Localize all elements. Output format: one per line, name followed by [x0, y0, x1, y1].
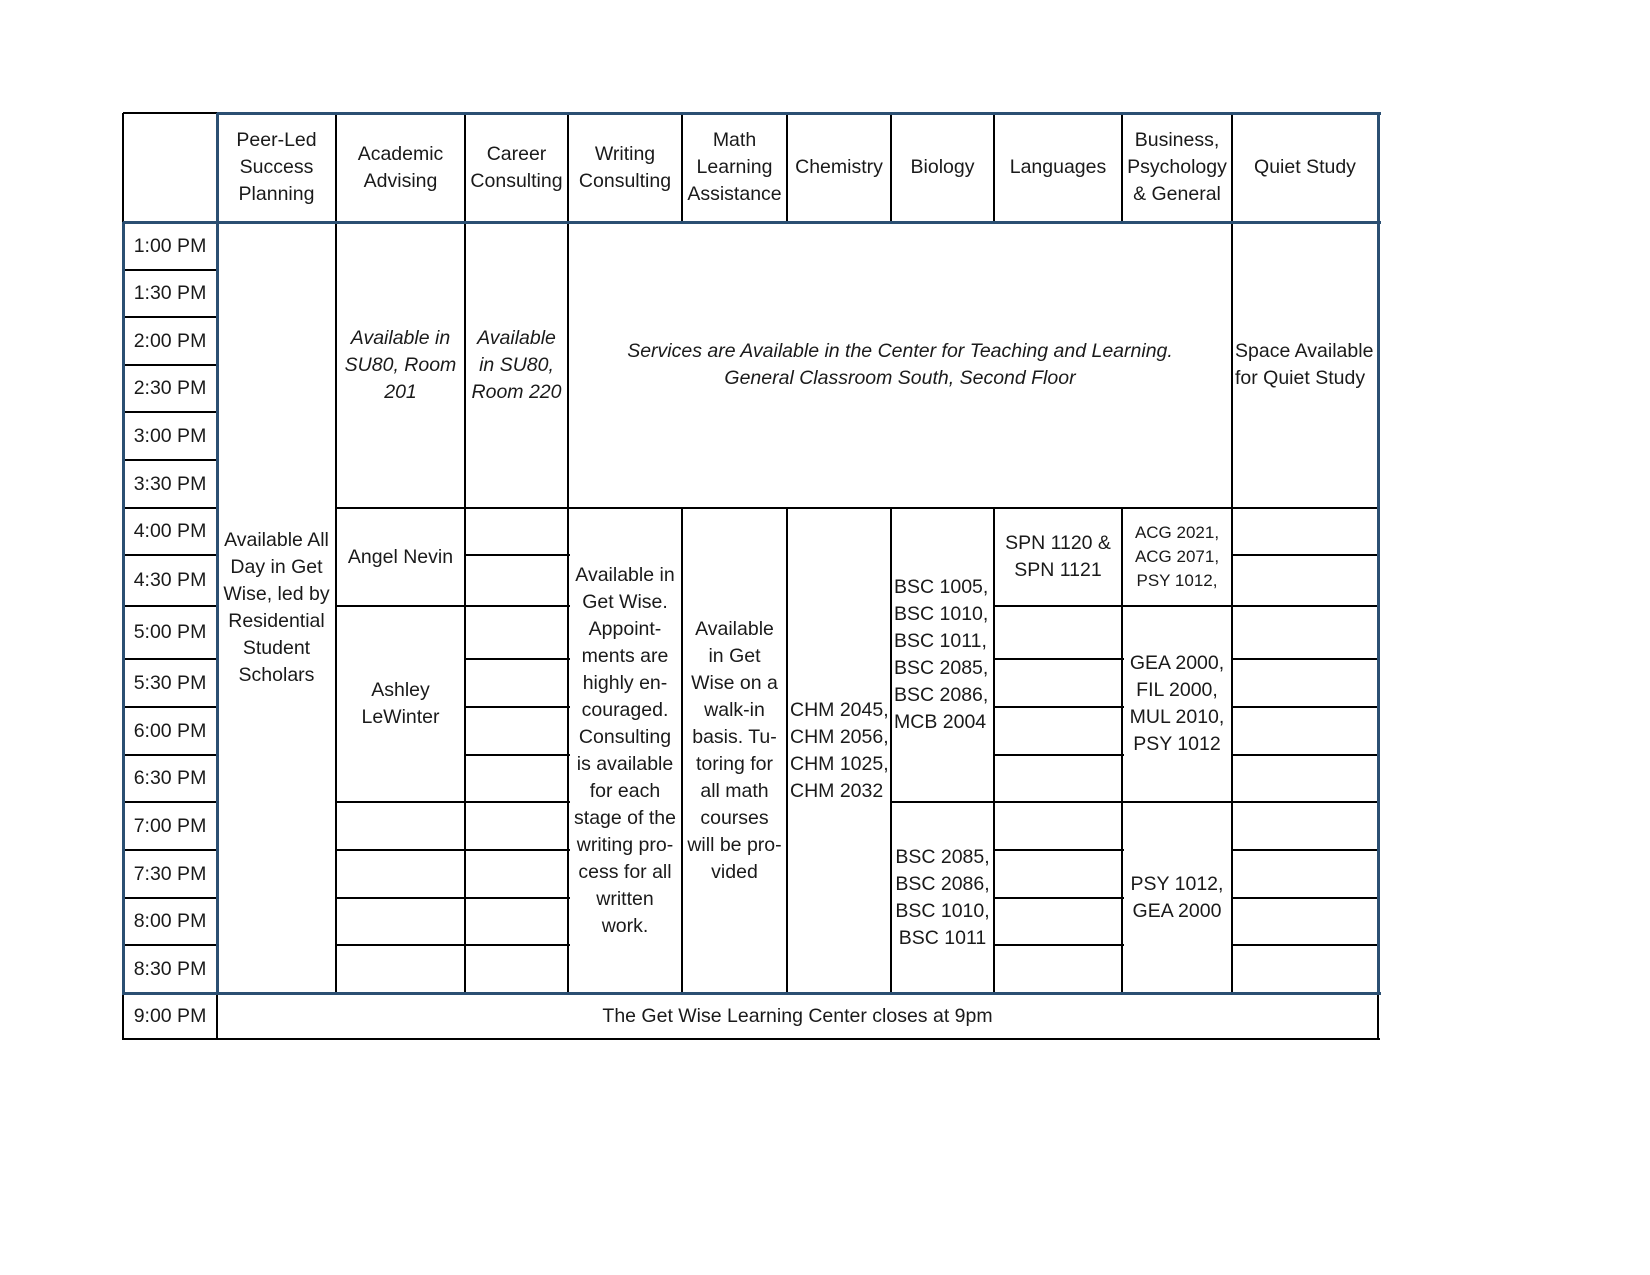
- ctl-services-note: Services are Available in the Center for Teaching and Learning. General Classroom South, Second Floor: [568, 222, 1232, 508]
- grid-line: [465, 658, 570, 660]
- grid-line: [123, 605, 219, 607]
- languages-empty-slot: [994, 606, 1122, 659]
- business-courses-mid: GEA 2000, FIL 2000, MUL 2010, PSY 1012: [1122, 606, 1232, 802]
- grid-line: [217, 112, 1381, 115]
- quiet-study-empty-slot: [1232, 755, 1378, 802]
- time-label: 3:00 PM: [123, 412, 217, 460]
- grid-line: [123, 801, 219, 803]
- grid-line: [1232, 944, 1380, 946]
- grid-line: [336, 944, 467, 946]
- grid-line: [994, 944, 1124, 946]
- grid-line: [1122, 507, 1234, 509]
- column-header-corner: [123, 113, 217, 222]
- advising-location: Available in SU80, Room 201: [336, 222, 465, 508]
- grid-line: [122, 993, 124, 1040]
- column-header-peer-led-success-planning: Peer-Led Success Planning: [217, 113, 336, 222]
- column-header-biology: Biology: [891, 113, 994, 222]
- grid-line: [335, 113, 337, 223]
- time-label: 5:00 PM: [123, 606, 217, 659]
- grid-line: [123, 112, 219, 114]
- grid-line: [335, 222, 337, 509]
- grid-line: [335, 606, 337, 803]
- writing-availability: Available in Get Wise. Appoint- ments are highly en- couraged. Consulting is available for each stage of the writing pro- cess for all written work.: [568, 508, 682, 993]
- grid-line: [1121, 508, 1123, 607]
- grid-line: [993, 606, 995, 660]
- grid-line: [1231, 222, 1233, 509]
- grid-line: [464, 850, 466, 899]
- grid-line: [123, 507, 219, 509]
- grid-line: [464, 945, 466, 994]
- grid-line: [1377, 113, 1380, 995]
- grid-line: [993, 945, 995, 994]
- grid-line: [465, 897, 570, 899]
- column-header-languages: Languages: [994, 113, 1122, 222]
- grid-line: [216, 113, 219, 995]
- grid-line: [335, 802, 337, 851]
- grid-line: [123, 944, 219, 946]
- grid-line: [464, 113, 466, 223]
- grid-line: [993, 755, 995, 803]
- time-label: 1:30 PM: [123, 270, 217, 317]
- grid-line: [123, 269, 219, 271]
- career-empty-slot: [465, 606, 568, 659]
- grid-line: [465, 849, 570, 851]
- grid-line: [335, 898, 337, 946]
- quiet-study-empty-slot: [1232, 945, 1378, 993]
- grid-line: [994, 706, 1124, 708]
- grid-line: [1232, 605, 1380, 607]
- grid-line: [217, 1038, 1380, 1040]
- grid-line: [464, 555, 466, 607]
- grid-line: [336, 897, 467, 899]
- grid-line: [1231, 802, 1233, 851]
- grid-line: [1121, 113, 1123, 223]
- grid-line: [1231, 659, 1233, 708]
- time-label: 7:00 PM: [123, 802, 217, 850]
- grid-line: [1231, 850, 1233, 899]
- time-label: 4:30 PM: [123, 555, 217, 606]
- quiet-study-empty-slot: [1232, 508, 1378, 555]
- grid-line: [464, 606, 466, 660]
- grid-line: [1121, 606, 1123, 803]
- advisor-ashley-lewinter: Ashley LeWinter: [336, 606, 465, 802]
- grid-line: [123, 992, 1381, 995]
- advising-empty-slot: [336, 802, 465, 850]
- career-empty-slot: [465, 707, 568, 755]
- peer-led-availability: Available All Day in Get Wise, led by Residential Student Scholars: [217, 222, 336, 993]
- grid-line: [1231, 606, 1233, 660]
- grid-line: [1232, 658, 1380, 660]
- career-empty-slot: [465, 555, 568, 606]
- grid-line: [1231, 508, 1233, 556]
- career-location: Available in SU80, Room 220: [465, 222, 568, 508]
- grid-line: [1232, 849, 1380, 851]
- grid-line: [464, 659, 466, 708]
- math-availability: Available in Get Wise on a walk-in basis. Tu- toring for all math courses will be pro- vided: [682, 508, 787, 993]
- grid-line: [786, 508, 788, 994]
- grid-line: [336, 801, 467, 803]
- languages-empty-slot: [994, 850, 1122, 898]
- grid-line: [335, 850, 337, 899]
- column-header-business-psychology-general: Business, Psychology & General: [1122, 113, 1232, 222]
- grid-line: [123, 316, 219, 318]
- grid-line: [994, 605, 1124, 607]
- grid-line: [567, 508, 569, 994]
- grid-line: [787, 507, 893, 509]
- business-courses-early: ACG 2021, ACG 2071, PSY 1012,: [1122, 508, 1232, 606]
- grid-line: [1122, 605, 1234, 607]
- time-label: 9:00 PM: [123, 993, 217, 1039]
- advising-empty-slot: [336, 945, 465, 993]
- quiet-study-empty-slot: [1232, 802, 1378, 850]
- grid-line: [336, 849, 467, 851]
- languages-empty-slot: [994, 898, 1122, 945]
- grid-line: [891, 801, 996, 803]
- grid-line: [994, 801, 1124, 803]
- grid-line: [336, 507, 467, 509]
- quiet-study-empty-slot: [1232, 555, 1378, 606]
- grid-line: [567, 222, 569, 509]
- grid-line: [122, 222, 125, 995]
- grid-line: [993, 802, 995, 851]
- languages-courses: SPN 1120 & SPN 1121: [994, 508, 1122, 606]
- career-empty-slot: [465, 945, 568, 993]
- time-label: 1:00 PM: [123, 222, 217, 270]
- grid-line: [123, 658, 219, 660]
- grid-line: [465, 801, 570, 803]
- advisor-angel-nevin: Angel Nevin: [336, 508, 465, 606]
- languages-empty-slot: [994, 707, 1122, 755]
- time-label: 4:00 PM: [123, 508, 217, 555]
- grid-line: [465, 605, 570, 607]
- grid-line: [123, 364, 219, 366]
- grid-line: [891, 507, 996, 509]
- grid-line: [993, 508, 995, 607]
- grid-line: [567, 113, 569, 223]
- grid-line: [681, 113, 683, 223]
- career-empty-slot: [465, 850, 568, 898]
- grid-line: [123, 897, 219, 899]
- advising-empty-slot: [336, 898, 465, 945]
- grid-line: [994, 658, 1124, 660]
- grid-line: [123, 554, 219, 556]
- time-label: 7:30 PM: [123, 850, 217, 898]
- grid-line: [123, 411, 219, 413]
- column-header-quiet-study: Quiet Study: [1232, 113, 1378, 222]
- languages-empty-slot: [994, 945, 1122, 993]
- time-label: 2:00 PM: [123, 317, 217, 365]
- time-label: 5:30 PM: [123, 659, 217, 707]
- grid-line: [1232, 897, 1380, 899]
- advising-empty-slot: [336, 850, 465, 898]
- grid-line: [1232, 554, 1380, 556]
- grid-line: [1231, 113, 1233, 223]
- time-label: 2:30 PM: [123, 365, 217, 412]
- grid-line: [464, 707, 466, 756]
- column-header-writing-consulting: Writing Consulting: [568, 113, 682, 222]
- grid-line: [464, 222, 466, 509]
- grid-line: [1231, 755, 1233, 803]
- grid-line: [465, 554, 570, 556]
- grid-line: [993, 707, 995, 756]
- grid-line: [465, 754, 570, 756]
- closing-note: The Get Wise Learning Center closes at 9pm: [217, 993, 1378, 1039]
- grid-line: [122, 113, 124, 223]
- languages-empty-slot: [994, 755, 1122, 802]
- grid-line: [123, 1038, 219, 1040]
- quiet-study-empty-slot: [1232, 898, 1378, 945]
- grid-line: [681, 508, 683, 994]
- grid-line: [682, 507, 789, 509]
- career-empty-slot: [465, 508, 568, 555]
- grid-line: [994, 754, 1124, 756]
- career-empty-slot: [465, 755, 568, 802]
- grid-line: [994, 849, 1124, 851]
- column-header-chemistry: Chemistry: [787, 113, 891, 222]
- grid-line: [993, 898, 995, 946]
- grid-line: [464, 802, 466, 851]
- grid-line: [1122, 801, 1234, 803]
- quiet-study-empty-slot: [1232, 659, 1378, 707]
- quiet-study-empty-slot: [1232, 850, 1378, 898]
- career-empty-slot: [465, 659, 568, 707]
- grid-line: [1232, 507, 1380, 509]
- quiet-study-note: Space Available for Quiet Study: [1232, 222, 1378, 508]
- column-header-academic-advising: Academic Advising: [336, 113, 465, 222]
- grid-line: [994, 897, 1124, 899]
- time-label: 3:30 PM: [123, 460, 217, 508]
- time-label: 6:00 PM: [123, 707, 217, 755]
- grid-line: [568, 507, 684, 509]
- column-header-career-consulting: Career Consulting: [465, 113, 568, 222]
- grid-line: [890, 802, 892, 994]
- grid-line: [123, 849, 219, 851]
- biology-courses-early: BSC 1005, BSC 1010, BSC 1011, BSC 2085, BSC 2086, MCB 2004: [891, 508, 994, 802]
- grid-line: [993, 659, 995, 708]
- grid-line: [465, 944, 570, 946]
- grid-line: [465, 507, 570, 509]
- grid-line: [993, 850, 995, 899]
- grid-line: [464, 755, 466, 803]
- business-courses-late: PSY 1012, GEA 2000: [1122, 802, 1232, 993]
- grid-line: [994, 507, 1124, 509]
- biology-courses-late: BSC 2085, BSC 2086, BSC 1010, BSC 1011: [891, 802, 994, 993]
- grid-line: [335, 508, 337, 607]
- grid-line: [1377, 993, 1379, 1040]
- grid-line: [1231, 707, 1233, 756]
- languages-empty-slot: [994, 802, 1122, 850]
- time-label: 8:30 PM: [123, 945, 217, 993]
- grid-line: [1231, 945, 1233, 994]
- languages-empty-slot: [994, 659, 1122, 707]
- grid-line: [123, 706, 219, 708]
- grid-line: [123, 221, 1381, 224]
- grid-line: [464, 898, 466, 946]
- quiet-study-empty-slot: [1232, 707, 1378, 755]
- quiet-study-empty-slot: [1232, 606, 1378, 659]
- grid-line: [464, 508, 466, 556]
- career-empty-slot: [465, 898, 568, 945]
- grid-line: [216, 993, 218, 1040]
- grid-line: [1121, 802, 1123, 994]
- grid-line: [123, 754, 219, 756]
- grid-line: [993, 113, 995, 223]
- career-empty-slot: [465, 802, 568, 850]
- grid-line: [123, 459, 219, 461]
- grid-line: [1231, 898, 1233, 946]
- time-label: 6:30 PM: [123, 755, 217, 802]
- grid-line: [465, 706, 570, 708]
- grid-line: [1232, 801, 1380, 803]
- grid-line: [786, 113, 788, 223]
- chemistry-courses: CHM 2045, CHM 2056, CHM 1025, CHM 2032: [787, 508, 891, 993]
- grid-line: [1232, 754, 1380, 756]
- grid-line: [335, 945, 337, 994]
- grid-line: [336, 605, 467, 607]
- grid-line: [890, 508, 892, 803]
- grid-line: [1232, 706, 1380, 708]
- time-label: 8:00 PM: [123, 898, 217, 945]
- grid-line: [1231, 555, 1233, 607]
- column-header-math-learning-assistance: Math Learning Assistance: [682, 113, 787, 222]
- grid-line: [890, 113, 892, 223]
